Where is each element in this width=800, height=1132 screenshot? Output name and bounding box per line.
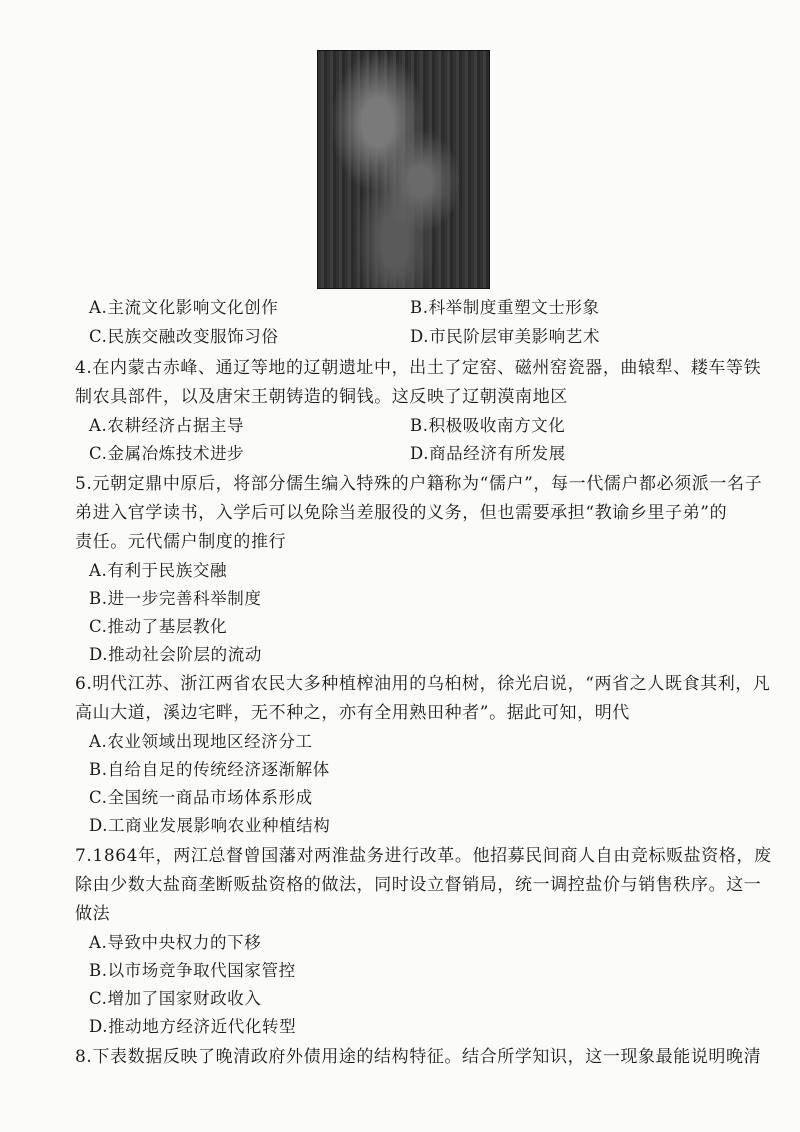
q4-option-c: C.金属冶炼技术进步 — [89, 444, 245, 463]
q5-stem-line-3: 责任。元代儒户制度的推行 — [75, 532, 287, 552]
q5-stem-line-2: 弟进入官学读书，入学后可以免除当差服役的义务，但也需要承担“教谕乡里子弟”的 — [75, 503, 728, 523]
q3-option-d: D.市民阶层审美影响艺术 — [410, 327, 601, 346]
q6-option-c: C.全国统一商品市场体系形成 — [89, 788, 313, 807]
q7-stem-line-2: 除由少数大盐商垄断贩盐资格的做法，同时设立督销局，统一调控盐价与销售秩序。这一 — [75, 875, 762, 895]
q7-option-c: C.增加了国家财政收入 — [89, 989, 262, 1008]
q6-stem-line-1: 6.明代江苏、浙江两省农民大多种植榨油用的乌桕树，徐光启说，“两省之人既食其利，凡 — [75, 674, 771, 694]
q5-option-c: C.推动了基层教化 — [89, 617, 228, 636]
q4-option-d: D.商品经济有所发展 — [410, 444, 566, 463]
q5-option-d: D.推动社会阶层的流动 — [89, 645, 262, 664]
q5-option-a: A.有利于民族交融 — [89, 561, 228, 580]
q7-stem-line-1: 7.1864年，两江总督曾国藩对两淮盐务进行改革。他招募民间商人自由竞标贩盐资格，废 — [75, 846, 772, 866]
q4-option-a: A.农耕经济占据主导 — [89, 416, 245, 435]
q6-option-b: B.自给自足的传统经济逐渐解体 — [89, 760, 330, 779]
q3-option-a: A.主流文化影响文化创作 — [89, 298, 279, 317]
q6-stem-line-2: 高山大道，溪边宅畔，无不种之，亦有全用熟田种者”。据此可知，明代 — [75, 703, 630, 723]
q7-option-a: A.导致中央权力的下移 — [89, 933, 262, 952]
q7-option-b: B.以市场竞争取代国家管控 — [89, 961, 296, 980]
q4-stem-line-2: 制农具部件，以及唐宋王朝铸造的铜钱。这反映了辽朝漠南地区 — [75, 387, 568, 407]
q7-option-d: D.推动地方经济近代化转型 — [89, 1017, 297, 1036]
q3-option-c: C.民族交融改变服饰习俗 — [89, 327, 279, 346]
q6-option-d: D.工商业发展影响农业种植结构 — [89, 816, 331, 835]
q8-stem-line-1: 8.下表数据反映了晚清政府外债用途的结构特征。结合所学知识，这一现象最能说明晚清 — [75, 1047, 762, 1067]
q6-option-a: A.农业领域出现地区经济分工 — [89, 732, 313, 751]
q3-option-b: B.科举制度重塑文士形象 — [410, 298, 600, 317]
q5-stem-line-1: 5.元朝定鼎中原后，将部分儒生编入特殊的户籍称为“儒户”，每一代儒户都必须派一名子 — [75, 474, 763, 494]
painting-figure — [317, 50, 490, 289]
q7-stem-line-3: 做法 — [75, 904, 111, 924]
q4-stem-line-1: 4.在内蒙古赤峰、通辽等地的辽朝遗址中，出土了定窑、磁州窑瓷器，曲辕犁、耧车等铁 — [75, 358, 762, 378]
q5-option-b: B.进一步完善科举制度 — [89, 589, 262, 608]
q4-option-b: B.积极吸收南方文化 — [410, 416, 566, 435]
